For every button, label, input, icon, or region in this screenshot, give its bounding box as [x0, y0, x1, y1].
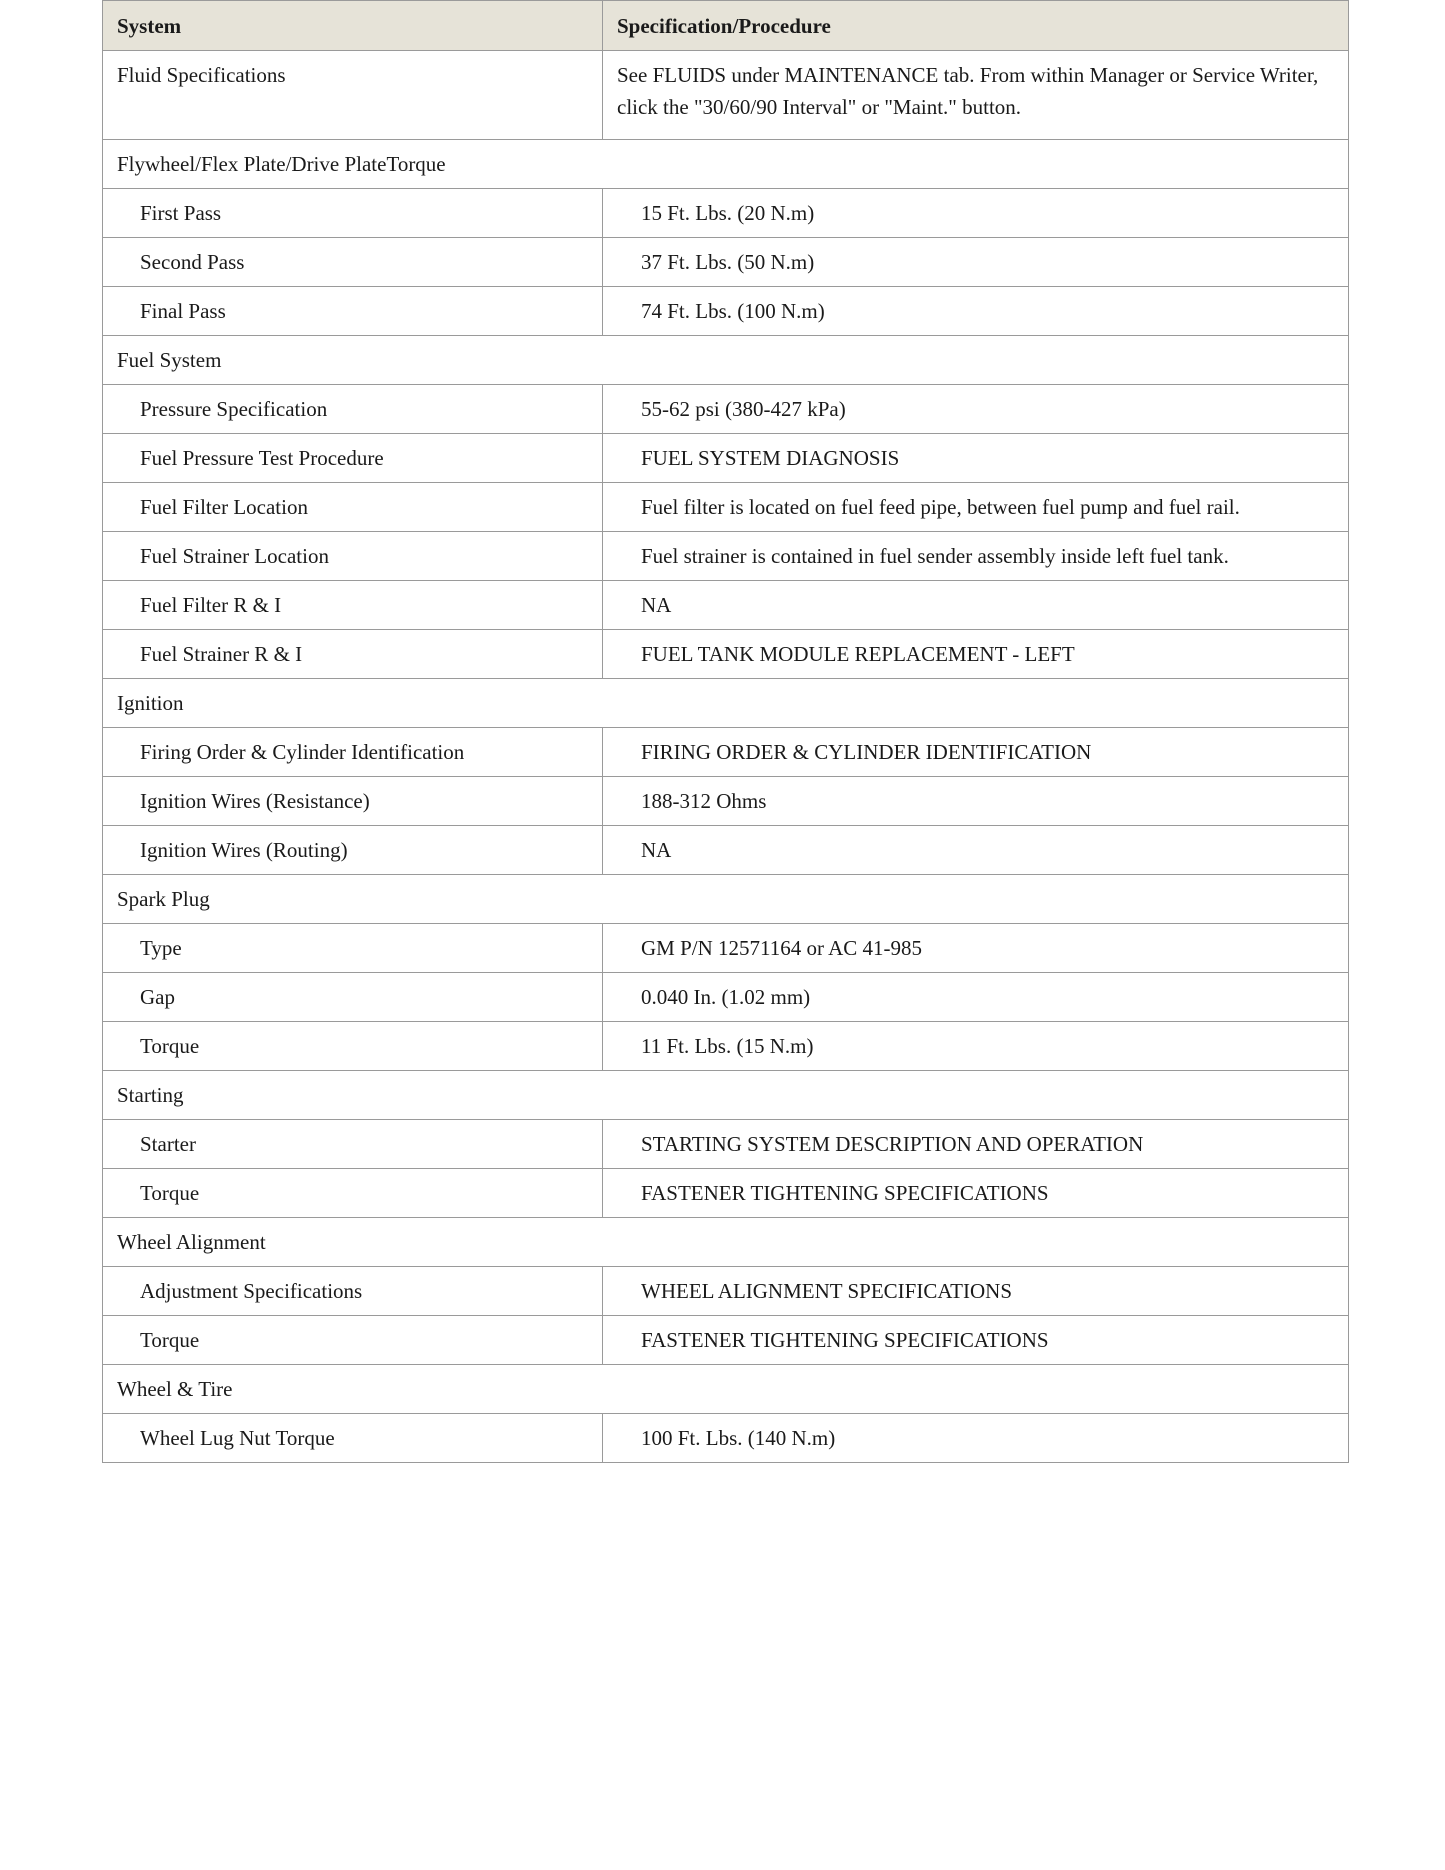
spec-cell: NA [603, 581, 1349, 630]
table-body [103, 51, 1349, 1463]
section-row [103, 679, 1349, 728]
table-row [103, 238, 1349, 287]
spec-cell: 100 Ft. Lbs. (140 N.m) [603, 1414, 1349, 1463]
table-row [103, 1267, 1349, 1316]
spec-cell: Fuel filter is located on fuel feed pipe, between fuel pump and fuel rail. [603, 483, 1349, 532]
table-row [103, 826, 1349, 875]
spec-cell: See FLUIDS under MAINTENANCE tab. From within Manager or Service Writer, click the "30/60/90 Interval" or "Maint." button. [603, 51, 1349, 140]
system-cell: Second Pass [103, 238, 603, 287]
table-row [103, 1316, 1349, 1365]
section-row [103, 1218, 1349, 1267]
spec-cell: Fuel strainer is contained in fuel sender assembly inside left fuel tank. [603, 532, 1349, 581]
system-cell: Final Pass [103, 287, 603, 336]
spec-cell: STARTING SYSTEM DESCRIPTION AND OPERATION [603, 1120, 1349, 1169]
section-label: Wheel Alignment [103, 1218, 1349, 1267]
table-row [103, 728, 1349, 777]
spec-table [102, 0, 1349, 1463]
section-row [103, 336, 1349, 385]
system-cell: Gap [103, 973, 603, 1022]
system-cell: Type [103, 924, 603, 973]
system-cell: Fuel Filter Location [103, 483, 603, 532]
spec-cell: FIRING ORDER & CYLINDER IDENTIFICATION [603, 728, 1349, 777]
spec-cell: GM P/N 12571164 or AC 41-985 [603, 924, 1349, 973]
table-row [103, 51, 1349, 140]
table-row [103, 973, 1349, 1022]
table-row [103, 630, 1349, 679]
section-row [103, 1071, 1349, 1120]
section-label: Fuel System [103, 336, 1349, 385]
section-row [103, 140, 1349, 189]
table-row [103, 483, 1349, 532]
system-cell: First Pass [103, 189, 603, 238]
table-row [103, 287, 1349, 336]
spec-cell: NA [603, 826, 1349, 875]
spec-cell: FASTENER TIGHTENING SPECIFICATIONS [603, 1316, 1349, 1365]
spec-cell: FASTENER TIGHTENING SPECIFICATIONS [603, 1169, 1349, 1218]
header-specification: Specification/Procedure [603, 1, 1349, 51]
section-label: Starting [103, 1071, 1349, 1120]
table-row [103, 1120, 1349, 1169]
section-label: Spark Plug [103, 875, 1349, 924]
spec-cell: FUEL TANK MODULE REPLACEMENT - LEFT [603, 630, 1349, 679]
section-label: Wheel & Tire [103, 1365, 1349, 1414]
section-row [103, 875, 1349, 924]
spec-cell: 188-312 Ohms [603, 777, 1349, 826]
system-cell: Pressure Specification [103, 385, 603, 434]
table-row [103, 189, 1349, 238]
system-cell: Torque [103, 1169, 603, 1218]
section-label: Ignition [103, 679, 1349, 728]
system-cell: Ignition Wires (Routing) [103, 826, 603, 875]
system-cell: Fluid Specifications [103, 51, 603, 140]
table-row [103, 385, 1349, 434]
table-header [103, 1, 1349, 51]
spec-cell: FUEL SYSTEM DIAGNOSIS [603, 434, 1349, 483]
table-row [103, 581, 1349, 630]
section-label: Flywheel/Flex Plate/Drive PlateTorque [103, 140, 1349, 189]
spec-cell: 37 Ft. Lbs. (50 N.m) [603, 238, 1349, 287]
table-row [103, 1022, 1349, 1071]
header-row [103, 1, 1349, 51]
spec-cell: 55-62 psi (380-427 kPa) [603, 385, 1349, 434]
system-cell: Fuel Strainer R & I [103, 630, 603, 679]
system-cell: Torque [103, 1316, 603, 1365]
header-system: System [103, 1, 603, 51]
table-row [103, 434, 1349, 483]
system-cell: Firing Order & Cylinder Identification [103, 728, 603, 777]
spec-cell: 15 Ft. Lbs. (20 N.m) [603, 189, 1349, 238]
system-cell: Wheel Lug Nut Torque [103, 1414, 603, 1463]
system-cell: Fuel Filter R & I [103, 581, 603, 630]
system-cell: Fuel Pressure Test Procedure [103, 434, 603, 483]
table-row [103, 1169, 1349, 1218]
system-cell: Starter [103, 1120, 603, 1169]
spec-cell: 11 Ft. Lbs. (15 N.m) [603, 1022, 1349, 1071]
table-row [103, 777, 1349, 826]
spec-cell: 0.040 In. (1.02 mm) [603, 973, 1349, 1022]
table-row [103, 1414, 1349, 1463]
system-cell: Torque [103, 1022, 603, 1071]
section-row [103, 1365, 1349, 1414]
spec-cell: 74 Ft. Lbs. (100 N.m) [603, 287, 1349, 336]
system-cell: Ignition Wires (Resistance) [103, 777, 603, 826]
table-row [103, 532, 1349, 581]
spec-cell: WHEEL ALIGNMENT SPECIFICATIONS [603, 1267, 1349, 1316]
system-cell: Adjustment Specifications [103, 1267, 603, 1316]
table-row [103, 924, 1349, 973]
system-cell: Fuel Strainer Location [103, 532, 603, 581]
